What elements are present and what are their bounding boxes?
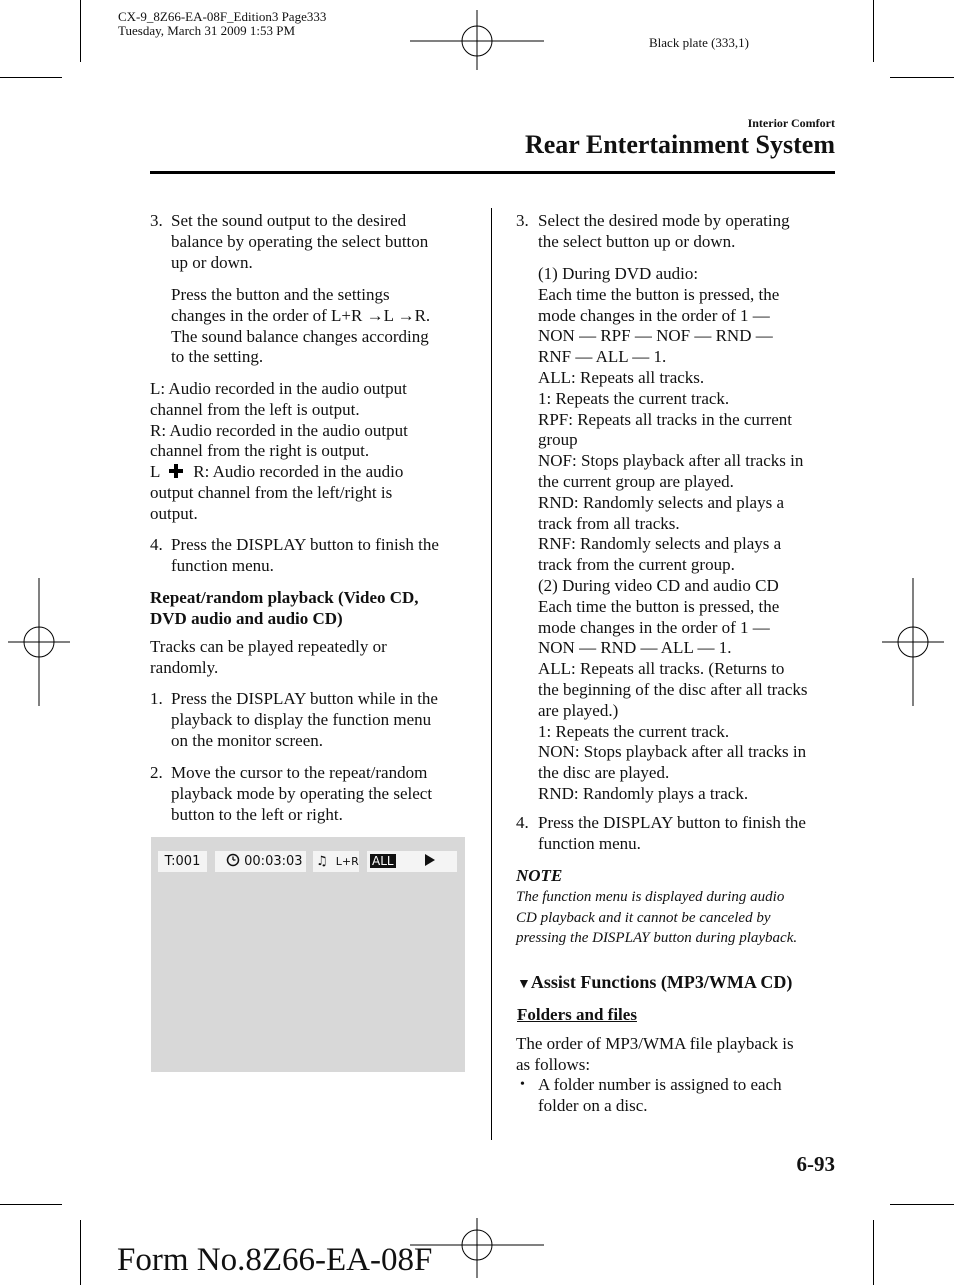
- folders-files-heading: Folders and files: [517, 1005, 637, 1024]
- plus-icon: [169, 464, 183, 478]
- monitor-screen-illustration: [151, 837, 465, 1072]
- step-text: Set the sound output to the desired balance by operating the select button up or down.: [171, 211, 429, 272]
- music-note-icon: ♫: [316, 854, 328, 869]
- left-step-1: 1. Press the DISPLAY button while in the playback to display the function menu on the monitor screen.: [150, 689, 438, 750]
- registration-mark-top: [410, 8, 544, 70]
- track-indicator: T:001: [158, 851, 207, 872]
- time-indicator: 00:03:03: [215, 851, 306, 872]
- folder-number-bullet: • A folder number is assigned to each folder on a disc.: [520, 1075, 782, 1115]
- step-number: 3.: [150, 211, 163, 230]
- right-step-4: 4. Press the DISPLAY button to finish the function menu.: [516, 813, 806, 853]
- triangle-down-icon: ▼: [517, 977, 531, 992]
- column-divider: [491, 208, 492, 1140]
- repeat-mode-indicator: ALL: [367, 851, 457, 872]
- left-step-4: 4. Press the DISPLAY button to finish the function menu.: [150, 535, 439, 575]
- repeat-mode-details: (1) During DVD audio: Each time the button is pressed, the mode changes in the order of 1 — NON — RPF — NOF — RND — RNF — ALL — 1. ALL: Repeats all tracks. 1: Repeats the current track. RPF: Repeats all tracks in the current group NOF: Stops playback after all tracks in the current group are played. RND: Randomly selects and plays a track from all tracks. RNF: Randomly selects and plays a track from the current group. (2) During video CD and audio CD Each time the button is pressed, the mode changes in the order of 1 — NON — RND — ALL — 1. ALL: Repeats all tracks. (Returns to the beginning of the disc after all tracks are played.) 1: Repeats the current track. NON: Stops playback after all tracks in the disc are played. RND: Randomly plays a track.: [538, 264, 808, 803]
- print-date-line: Tuesday, March 31 2009 1:53 PM: [118, 23, 296, 38]
- bullet-dot-icon: •: [520, 1077, 525, 1092]
- print-job-line: CX-9_8Z66-EA-08F_Edition3 Page333: [118, 9, 327, 24]
- right-step-3: 3. Select the desired mode by operating the select button up or down.: [516, 211, 790, 251]
- playback-order-text: The order of MP3/WMA file playback is as follows:: [516, 1034, 794, 1074]
- page-number: 6-93: [796, 1152, 835, 1176]
- channel-descriptions: L: Audio recorded in the audio output channel from the left is output. R: Audio recorded in the audio output channel from the right is output. L R: Audio recorded in the audio output channel from the left/right is output.: [150, 379, 480, 525]
- left-step-3: [150, 211, 480, 273]
- repeat-random-intro: Tracks can be played repeatedly or randomly.: [150, 637, 387, 677]
- registration-mark-left: [8, 578, 70, 706]
- form-number: Form No.8Z66-EA-08F: [117, 1242, 433, 1278]
- left-step-3-detail: Press the button and the settings changes in the order of L+R →L →R. The sound balance changes according to the setting.: [171, 285, 431, 367]
- assist-functions-heading: ▼Assist Functions (MP3/WMA CD): [517, 972, 793, 992]
- note-body: The function menu is displayed during audio CD playback and it cannot be canceled by pressing the DISPLAY button during playback.: [516, 889, 798, 946]
- header-rule: [150, 171, 835, 174]
- clock-icon: [226, 853, 240, 867]
- registration-mark-right: [882, 578, 944, 706]
- section-label: Interior Comfort: [747, 116, 835, 130]
- page-title: Rear Entertainment System: [524, 130, 835, 159]
- repeat-random-heading: Repeat/random playback (Video CD, DVD audio and audio CD): [150, 588, 419, 628]
- audio-channel-indicator: ♫ L+R: [313, 851, 359, 872]
- lr-line: L R: Audio recorded in the audio: [150, 462, 404, 482]
- play-icon: [424, 854, 436, 866]
- plate-label: Black plate (333,1): [649, 35, 749, 50]
- note-label: NOTE: [516, 866, 563, 885]
- left-step-2: 2. Move the cursor to the repeat/random playback mode by operating the select button to the left or right.: [150, 763, 433, 824]
